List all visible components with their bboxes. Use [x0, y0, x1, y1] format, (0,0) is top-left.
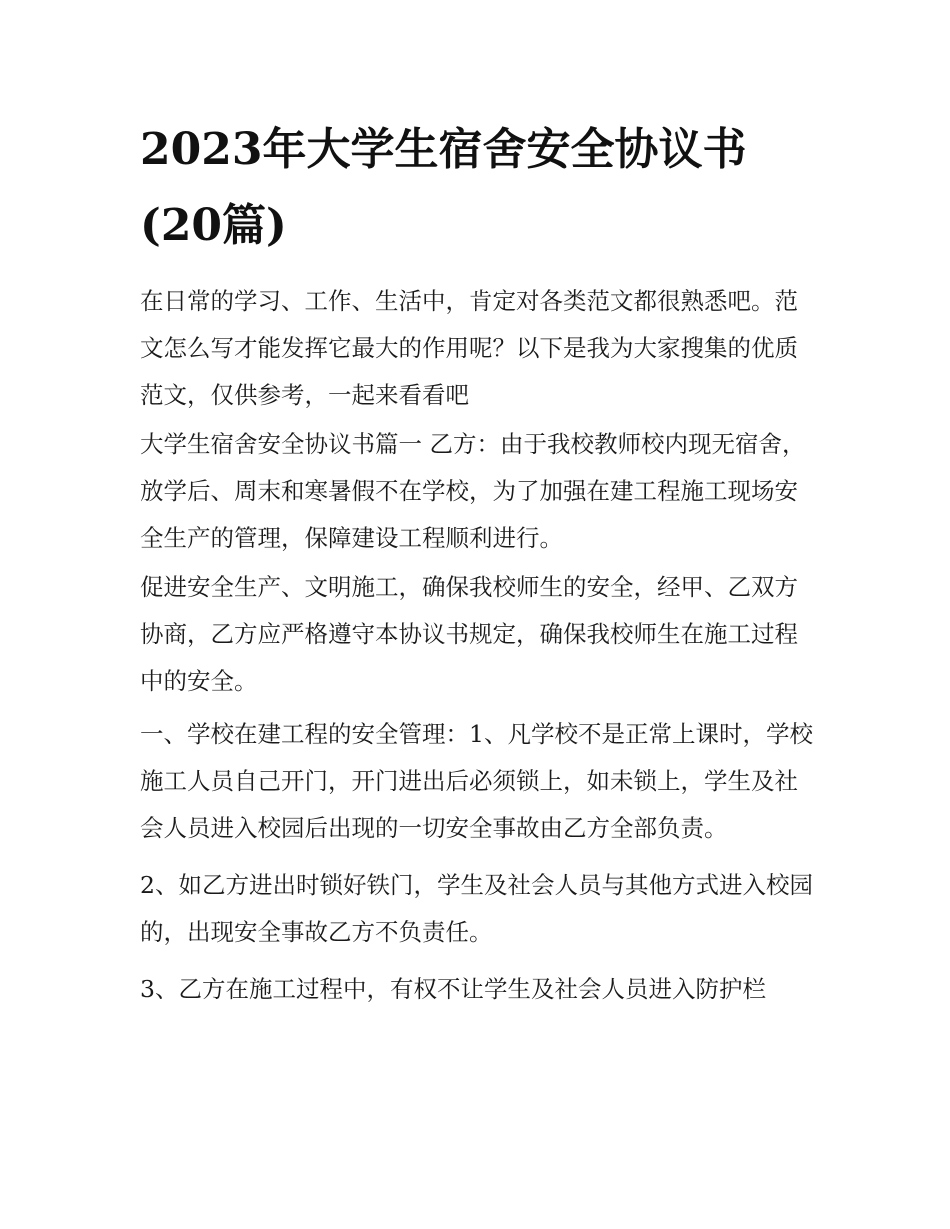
paragraph-intro: 在日常的学习、工作、生活中，肯定对各类范文都很熟悉吧。范文怎么写才能发挥它最大的作用呢？以下是我为大家搜集的优质范文，仅供参考，一起来看看吧 [140, 287, 798, 409]
paragraph-item-two: 2、如乙方进出时锁好铁门，学生及社会人员与其他方式进入校园的，出现安全事故乙方不负责任。 [140, 871, 813, 946]
paragraph-safety-promotion: 促进安全生产、文明施工，确保我校师生的安全，经甲、乙双方协商，乙方应严格遵守本协议书规定，确保我校师生在施工过程中的安全。 [140, 573, 798, 695]
paragraph-section-one: 一、学校在建工程的安全管理：1、凡学校不是正常上课时，学校施工人员自己开门，开门进出后必须锁上，如未锁上，学生及社会人员进入校园后出现的一切安全事故由乙方全部负责。 [140, 720, 813, 842]
document-body [140, 278, 820, 1013]
paragraph-item-three: 3、乙方在施工过程中，有权不让学生及社会人员进入防护栏 [140, 975, 766, 1003]
document-title: 2023年大学生宿舍安全协议书(20篇) [140, 124, 747, 251]
paragraph-article-one: 大学生宿舍安全协议书篇一 乙方：由于我校教师校内现无宿舍，放学后、周末和寒暑假不在学校，为了加强在建工程施工现场安全生产的管理，保障建设工程顺利进行。 [140, 430, 806, 552]
